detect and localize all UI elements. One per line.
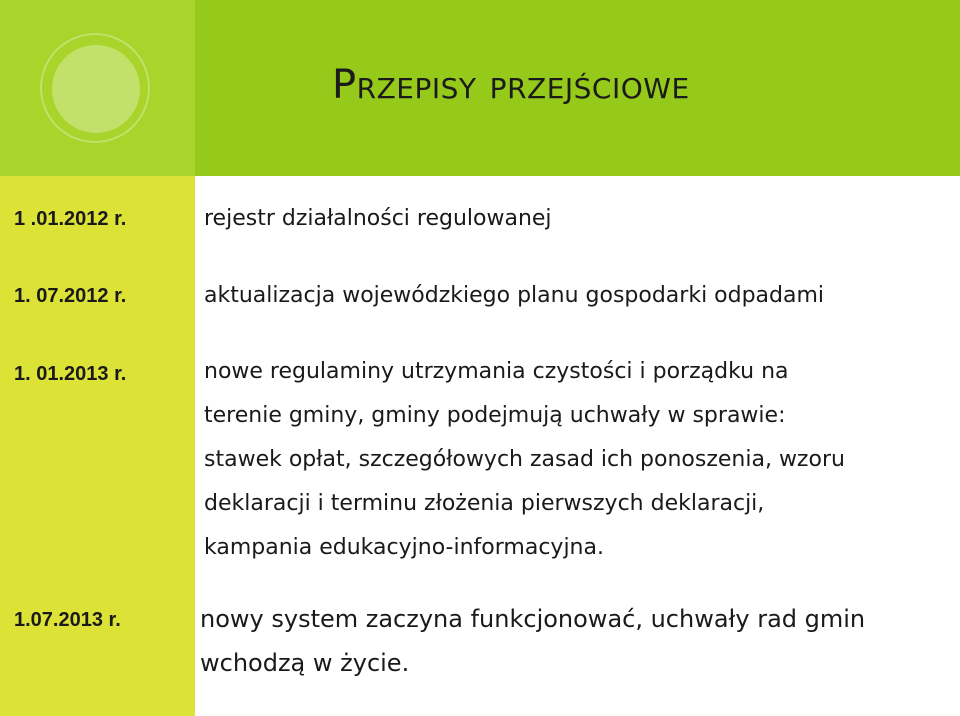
decorative-circle (52, 45, 140, 133)
entry-text: rejestr działalności regulowanej (204, 206, 552, 231)
entry-date: 1. 07.2012 r. (14, 285, 127, 307)
entry-date: 1.07.2013 r. (14, 609, 121, 631)
entry-line: deklaracji i terminu złożenia pierwszych deklaracji, (204, 491, 765, 516)
entry-line: wchodzą w życie. (200, 649, 410, 677)
entry-text: aktualizacja wojewódzkiego planu gospodarki odpadami (204, 283, 825, 308)
entry-line: stawek opłat, szczegółowych zasad ich ponoszenia, wzoru (204, 447, 845, 472)
entry-date: 1. 01.2013 r. (14, 363, 127, 385)
entry-line: terenie gminy, gminy podejmują uchwały w sprawie: (204, 403, 786, 428)
entry-paragraph (204, 350, 845, 570)
entry-line: nowe regulaminy utrzymania czystości i porządku na (204, 359, 789, 384)
entry-line: kampania edukacyjno-informacyjna. (204, 535, 604, 560)
entry-line: nowy system zaczyna funkcjonować, uchwały rad gmin (200, 605, 866, 633)
slide-title: Przepisy przejściowe (332, 62, 690, 108)
entry-date: 1 .01.2012 r. (14, 208, 127, 230)
entry-paragraph (200, 597, 865, 685)
